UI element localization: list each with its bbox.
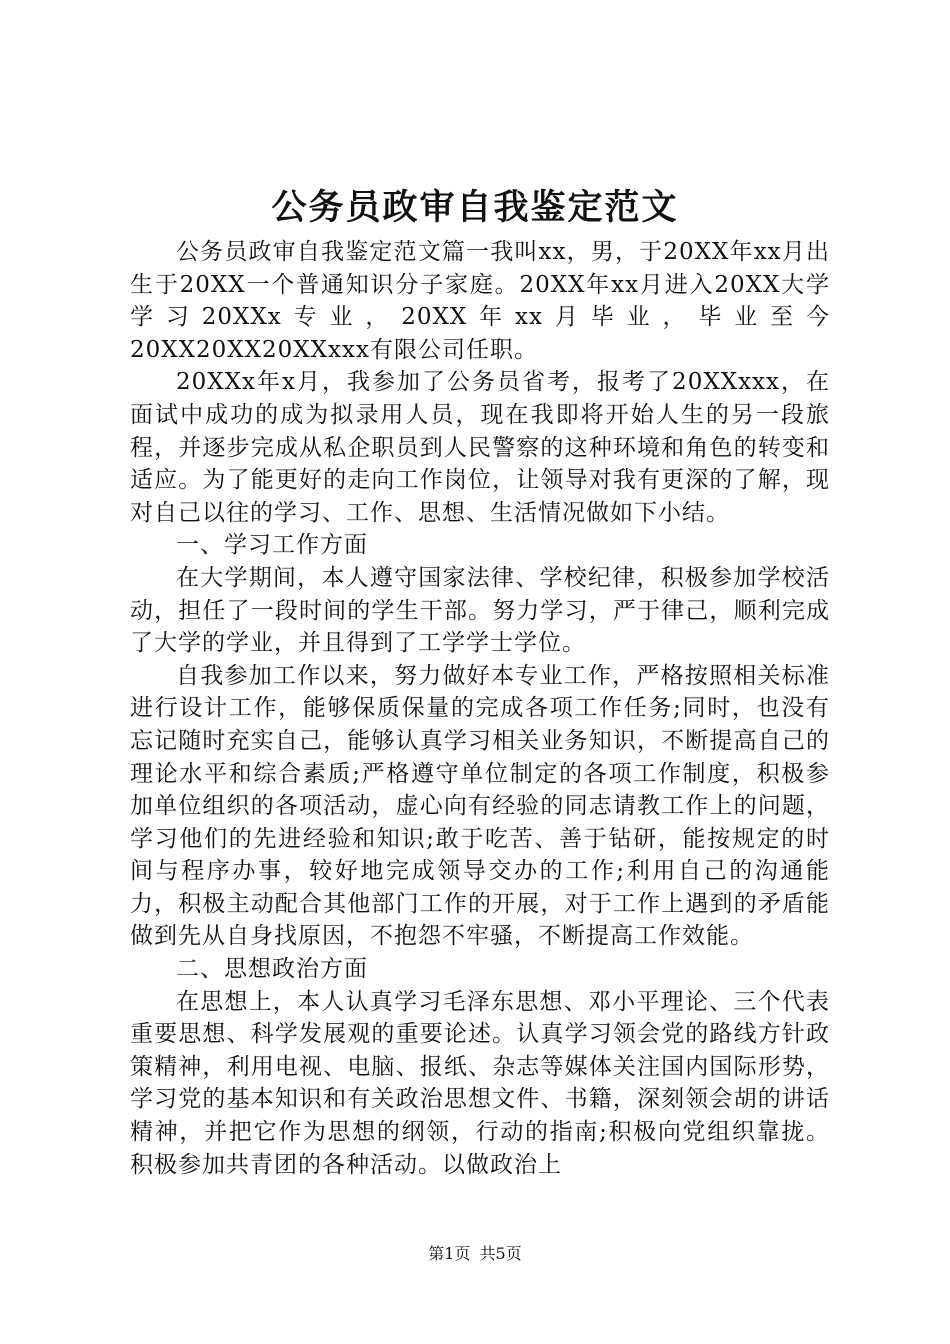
paragraph-exam: 20XXx年x月，我参加了公务员省考，报考了20XXxxx，在面试中成功的成为拟录用人员，现在我即将开始人生的另一段旅程，并逐步完成从私企职员到人民警察的这种环境和角色的转变和适应。为了能更好的走向工作岗位，让领导对我有更深的了解，现对自己以往的学习、工作、思想、生活情况做如下小结。 — [130, 369, 830, 526]
paragraph-political: 在思想上，本人认真学习毛泽东思想、邓小平理论、三个代表重要思想、科学发展观的重要论述。认真学习领会党的路线方针政策精神，利用电视、电脑、报纸、杂志等媒体关注国内国际形势，学习党的基本知识和有关政治思想文件、书籍，深刻领会胡的讲话精神，并把它作为思想的纲领，行动的指南;积极向党组织靠拢。积极参加共青团的各种活动。以做政治上 — [130, 988, 830, 1178]
page-number: 第1页 — [428, 1244, 471, 1263]
page-total: 共5页 — [479, 1244, 522, 1263]
document-title: 公务员政审自我鉴定范文 — [271, 187, 679, 228]
paragraph-intro: 公务员政审自我鉴定范文篇一我叫xx，男，于20XX年xx月出生于20XX一个普通知识分子家庭。20XX年xx月进入20XX大学学习20XXx专业，20XX年xx月毕业，毕业至今20XX20XX20XXxxx有限公司任职。 — [130, 239, 830, 363]
document-body — [130, 236, 830, 1181]
section-heading-study-work: 一、学习工作方面 — [176, 532, 368, 559]
section-heading-political: 二、思想政治方面 — [176, 956, 368, 983]
paragraph-work: 自我参加工作以来，努力做好本专业工作，严格按照相关标准进行设计工作，能够保质保量的完成各项工作任务;同时，也没有忘记随时充实自己，能够认真学习相关业务知识，不断提高自己的理论水平和综合素质;严格遵守单位制定的各项工作制度，积极参加单位组织的各项活动，虚心向有经验的同志请教工作上的问题，学习他们的先进经验和知识;敢于吃苦、善于钻研，能按规定的时间与程序办事，较好地完成领导交办的工作;利用自己的沟通能力，积极主动配合其他部门工作的开展，对于工作上遇到的矛盾能做到先从自身找原因，不抱怨不牢骚，不断提高工作效能。 — [130, 662, 830, 950]
paragraph-university: 在大学期间，本人遵守国家法律、学校纪律，积极参加学校活动，担任了一段时间的学生干部。努力学习，严于律己，顺利完成了大学的学业，并且得到了工学学士学位。 — [130, 564, 830, 657]
page-footer — [0, 1244, 950, 1264]
